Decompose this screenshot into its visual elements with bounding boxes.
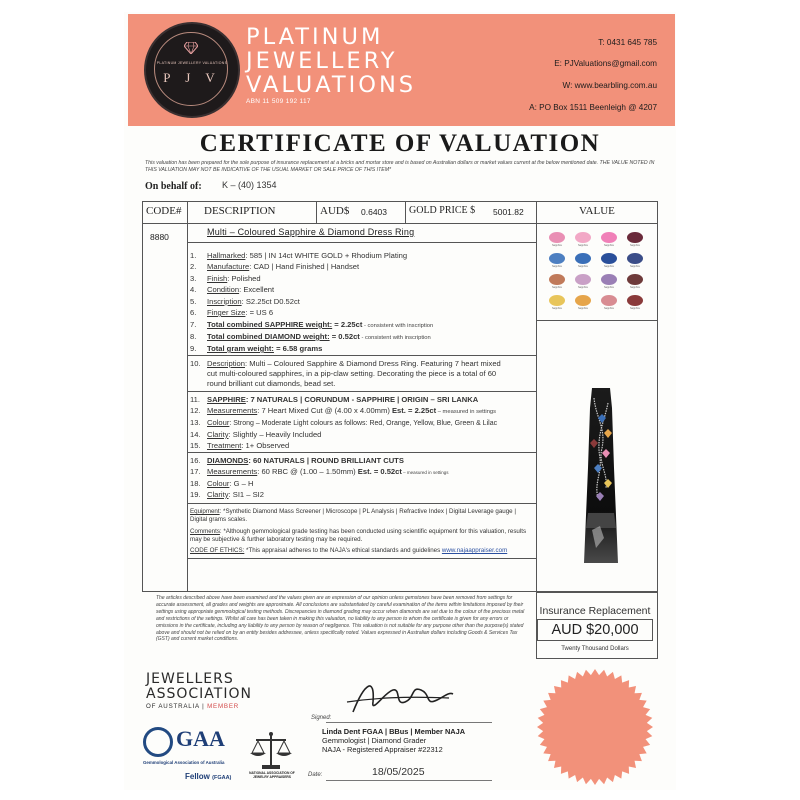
gem-icon [549,274,565,285]
logo-initials: P J V [163,70,221,85]
gem-swatch [546,274,568,289]
gem-label: Sapphire [577,307,588,310]
item-text: : 60 NATURALS | ROUND BRILLIANT CUTS [248,456,404,465]
item-number: 17. [190,467,201,476]
gem-label: Sapphire [577,244,588,247]
gem-swatch [624,274,646,289]
gaa-logo-text: GAA [176,726,225,751]
contact-address: A: PO Box 1511 Beenleigh @ 4207 [529,103,657,112]
item-text: : G – H [229,479,254,488]
gem-icon [575,253,591,264]
item-note: - consistent with inscription [362,323,434,329]
item-number: 13. [190,418,201,427]
description-line: round brilliant cut diamonds, bead set. [207,379,336,388]
gem-label: Sapphire [551,286,562,289]
date-line [326,780,492,781]
item-number: 11. [190,395,200,404]
item-text: : 7 Heart Mixed Cut @ (4.00 x 4.00mm) [257,406,392,415]
item-number: 10. [190,359,201,368]
signed-label: Signed: [311,715,332,721]
table-divider [536,592,537,658]
table-divider [187,452,536,453]
list-item [190,297,300,306]
table-divider [187,391,536,392]
list-item [190,418,497,428]
table-divider [187,201,188,592]
gem-swatch [624,253,646,268]
list-item [190,430,321,439]
item-text: : = US 6 [245,308,274,317]
header-gold-value: 5001.82 [493,207,524,217]
item-number: 12. [190,406,201,415]
logo-ring-text: PLATINUM JEWELLERY VALUATIONS [156,61,228,65]
item-label: Total gram weight: [207,344,274,353]
table-divider [536,320,658,321]
item-number: 7. [190,320,197,329]
gem-label: Sapphire [551,244,562,247]
table-divider [187,558,536,559]
item-label: Finish [207,274,228,283]
item-label: Clarity [207,490,229,499]
item-note: – measured in settings [436,409,497,415]
gem-icon [549,253,565,264]
description-item [190,359,501,368]
gem-icon [627,274,643,285]
insurance-label: Insurance Replacement [539,605,651,617]
item-label: Condition [207,285,240,294]
ja-subtitle [146,703,239,710]
note-label: Comments [190,528,220,535]
gem-swatch [624,295,646,310]
gem-swatch [598,232,620,247]
gem-label: Sapphire [551,265,562,268]
table-divider [316,201,317,223]
gem-icon [575,232,591,243]
ring-image [568,388,634,563]
table-divider [142,223,658,224]
gem-icon [575,295,591,306]
gem-swatch [572,253,594,268]
item-label: Measurements [207,467,258,476]
ethics-note [190,547,530,555]
table-divider [536,658,658,659]
fellow-text [185,772,231,781]
gem-icon [627,232,643,243]
gem-icon [601,274,617,285]
list-item [190,467,448,477]
header-gold-label: GOLD PRICE $ [409,205,476,216]
header-aud-value: 0.6403 [361,207,387,217]
contact-phone: T: 0431 645 785 [598,38,657,47]
note-text: *This appraisal adheres to the NAJA's ethical standards and guidelines [244,547,442,554]
gem-icon [627,295,643,306]
table-divider [405,201,406,223]
item-label: SAPPHIRE [207,395,246,404]
item-number: 6. [190,308,197,317]
item-text: : Excellent [239,285,275,294]
seal-stamp [535,667,655,787]
item-value: = 0.52ct [331,332,360,341]
scales-icon [248,731,294,773]
item-label: Inscription [207,297,242,306]
gem-label: Sapphire [629,286,640,289]
gem-label: Sapphire [629,244,640,247]
header-aud-label: AUD$ [320,205,350,217]
item-label: Colour [207,479,230,488]
item-number: 15. [190,441,201,450]
item-number: 9. [190,344,197,353]
diamonds-heading [190,456,404,465]
abn-number: ABN 11 509 192 117 [246,98,311,105]
gem-label: Sapphire [603,244,614,247]
gem-swatch [598,253,620,268]
item-number: 18. [190,479,201,488]
brand-line: PLATINUM [246,24,384,50]
item-label: Manufacture [207,262,250,271]
item-text: : S2.25ct D0.52ct [241,297,300,306]
list-item [190,441,289,450]
ja-sub-text: OF AUSTRALIA | [146,703,208,710]
gem-icon [601,253,617,264]
item-text: : 1+ Observed [241,441,290,450]
behalf-value: K – (40) 1354 [222,180,277,190]
gem-icon [601,295,617,306]
table-divider [187,242,536,243]
gem-icon [549,295,565,306]
list-item [190,285,274,294]
list-item [190,320,433,331]
date-value: 18/05/2025 [372,766,425,778]
list-item [190,406,496,417]
note-label: CODE OF ETHICS: [190,547,245,554]
ja-line: ASSOCIATION [146,686,252,702]
contact-email: E: PJValuations@gmail.com [554,59,657,68]
naja-subtitle: NATIONAL ASSOCIATION OF JEWELRY APPRAISERS [249,771,295,779]
list-item [190,308,273,317]
item-value: = 2.25ct [334,320,363,329]
gem-label: Sapphire [551,307,562,310]
gem-label: Sapphire [603,307,614,310]
certificate-title: CERTIFICATE OF VALUATION [199,130,601,157]
gem-label: Sapphire [577,265,588,268]
gem-swatch [572,274,594,289]
item-code: 8880 [150,232,169,242]
item-number: 3. [190,274,197,283]
item-number: 14. [190,430,201,439]
gem-icon [549,232,565,243]
brand-name [246,25,416,97]
gem-label: Sapphire [603,286,614,289]
gem-swatch [624,232,646,247]
diamond-icon [184,42,198,54]
note-label: Equipment [190,508,220,515]
naja-link[interactable]: www.najaappraiser.com [441,547,508,554]
item-text: : 7 NATURALS | CORUNDUM - SAPPHIRE | ORIGIN – SRI LANKA [245,395,479,404]
table-divider [187,503,536,504]
jewellers-association-logo [146,672,252,702]
list-item [190,251,407,260]
item-text: : Strong – Moderate Light colours as follows: Red, Orange, Yellow, Blue, Green & Lilac [229,420,498,427]
grader-name: Linda Dent FGAA | BBus | Member NAJA [322,727,466,736]
gem-swatch [546,295,568,310]
gem-icon [627,253,643,264]
header-code: CODE# [146,205,182,217]
signature-line [326,722,492,723]
item-value: Est. = 0.52ct [357,467,402,476]
grader-registration: NAJA - Registered Appraiser #22312 [322,745,443,754]
header-value: VALUE [579,205,615,217]
item-value: = 6.58 grams [276,344,323,353]
note-text: : *Synthetic Diamond Mass Screener | Microscope | PL Analysis | Refractive Index | Digital Leverage gauge | Digital grams scales. [190,508,516,523]
item-text: : Multi – Coloured Sapphire & Diamond Dress Ring. Featuring 7 heart mixed [244,359,501,368]
gem-label: Sapphire [603,265,614,268]
gaa-globe-icon [143,727,173,757]
behalf-label: On behalf of: [145,181,202,192]
item-text: : 585 | IN 14ct WHITE GOLD + Rhodium Plating [245,251,408,260]
item-label: Colour [207,418,230,427]
item-number: 5. [190,297,197,306]
gem-icon [575,274,591,285]
pjv-logo [144,22,240,118]
item-number: 19. [190,490,201,499]
gem-label: Sapphire [629,265,640,268]
gem-swatch [572,232,594,247]
gem-icon [601,232,617,243]
item-label: Total combined SAPPHIRE weight: [207,320,333,329]
ja-line: JEWELLERS [146,671,234,687]
grader-title: Gemmologist | Diamond Grader [322,736,427,745]
grader-details [322,727,465,754]
item-label: Treatment [207,441,242,450]
item-label: Clarity [207,430,229,439]
gem-label: Sapphire [629,307,640,310]
comments-note [190,528,530,544]
gem-swatch [598,274,620,289]
item-label: Hallmarked [207,251,246,260]
signature [345,672,455,720]
list-item [190,490,264,499]
item-number: 4. [190,285,197,294]
item-value: Est. = 2.25ct [391,406,437,415]
fellow-sub: (FGAA) [212,775,232,781]
item-text: : Slightly – Heavily Included [228,430,322,439]
intro-text: This valuation has been prepared for the sole purpose of insurance replacement at a bricks and mortar store and is based on Australian dollars or market values current at the below mentioned date. THE VALUE NOTED IN THIS VALUATION MAY NOT BE INDICATIVE OF THE USUAL MARKET OR SALE PRICE OF THIS ITEM* [145,160,655,173]
gem-label: Sapphire [577,286,588,289]
gem-swatch [598,295,620,310]
item-number: 8. [190,332,197,341]
note-text: : *Although gemmological grade testing has been conducted using scientific equipment for this valuation, results may be subjective & further laboratory testing may be required. [190,528,527,543]
equipment-note [190,508,530,524]
header-description: DESCRIPTION [204,205,276,217]
date-label: Date: [308,772,323,778]
item-text: : SI1 – SI2 [228,490,264,499]
insurance-amount: AUD $20,000 [537,619,653,641]
fellow-label: Fellow [185,772,213,781]
table-divider [187,355,536,356]
item-label: DIAMONDS [207,456,249,465]
disclaimer-text: The articles described above have been examined and the values given are an expression of our opinion unless gemstones have been removed from settings for accurate assessment, all grades and weights are approximate. All conclusions are substantiated by careful examination of the items within limitations imposed by their settings using appropriate gemmological testing methods. Discrepancies in diamond grading may occur when diamonds are set due to the colour of the precious metal and restrictions of the settings. Whilst all care has been taken in making this valuation, no liability to any person to whom the certificate is given for any errors or omissions in the certificate, including any liability to any person by reason of negligence. This valuation is not suitable for any purpose other than the purpose(s) stated above and should not be relied on by an entity besides addressee, unless specifically noted. Values expressed in Australian dollars including Goods & Services Tax (GST) and current market conditions. [156,595,525,643]
table-divider [536,201,537,592]
item-number: 1. [190,251,197,260]
item-text: : Polished [227,274,261,283]
list-item [190,262,359,271]
description-line: cut multi-coloured sapphires, in a pip-claw setting. Decorating the piece is a total of 60 [207,369,497,378]
insurance-amount-words: Twenty Thousand Dollars [561,646,629,652]
gem-swatch [572,295,594,310]
gem-swatch [546,253,568,268]
table-divider [536,592,658,593]
item-note: - consistent with inscription [359,335,431,341]
table-divider [657,592,658,658]
list-item [190,274,261,283]
list-item [190,332,431,343]
gem-swatch [546,232,568,247]
item-text: : 60 RBC @ (1.00 – 1.50mm) [257,467,358,476]
item-label: Total combined DIAMOND weight: [207,332,330,341]
gaa-subtitle: Gemmological Association of Australia [143,760,225,765]
item-number: 2. [190,262,197,271]
item-title: Multi – Coloured Sapphire & Diamond Dress Ring [207,227,415,237]
item-number: 16. [190,456,201,465]
brand-line: VALUATIONS [246,72,417,98]
item-label: Description [207,359,245,368]
item-label: Finger Size [207,308,246,317]
item-label: Measurements [207,406,258,415]
brand-line: JEWELLERY [246,48,398,74]
sapphire-heading [190,395,478,404]
item-note: – measured in settings [401,470,449,475]
seal-starburst [537,669,653,785]
ja-member-text: MEMBER [207,703,240,710]
list-item [190,344,322,353]
list-item [190,479,253,488]
contact-website: W: www.bearbling.com.au [562,81,657,90]
item-text: : CAD | Hand Finished | Handset [249,262,360,271]
